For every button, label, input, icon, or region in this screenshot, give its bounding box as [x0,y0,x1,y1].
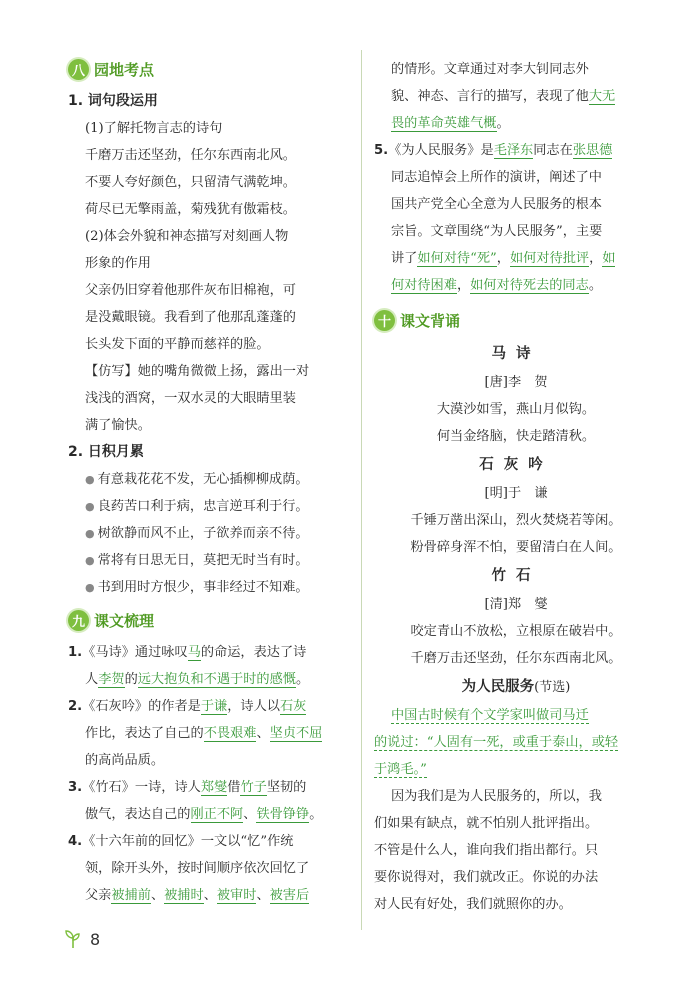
essay-note: (节选) [534,680,571,695]
poem-1-author: [唐]李 贺 [484,375,548,390]
sec9-item-3-line-2: 傲气，表达自己的刚正不阿、铁骨铮铮。 [85,807,323,822]
poem-3-title: 竹石 [491,568,541,584]
sec9-item-4-line-2: 领，除开头外，按时间顺序依次回忆了 [85,861,310,876]
q1-title: 1. 词句段运用 [68,93,158,109]
sec9-item-3-line-1: 3.《竹石》一诗，诗人郑燮借竹子坚韧的 [68,780,307,795]
page-footer [62,928,100,950]
poem-2-line-2: 粉骨碎身浑不怕，要留清白在人间。 [410,540,622,555]
bullet-icon: ● [85,581,95,594]
q2-title: 2. 日积月累 [68,444,144,460]
poem-2-title: 石灰吟 [479,457,553,473]
left-column [68,56,348,909]
bullet-icon: ● [85,500,95,513]
poem-2-line-1: 千锤万凿出深山，烈火焚烧若等闲。 [410,513,622,528]
q2-item-2: ● 良药苦口利于病，忠言逆耳利于行。 [85,499,309,514]
section-10-title: 课文背诵 [400,311,461,330]
p2-line-1: 父亲仍旧穿着他那件灰布旧棉袍，可 [85,283,296,298]
essay-line-5: 对人民有好处，我们就照你的办。 [374,897,572,912]
poem-2-author: [明]于 谦 [484,486,548,501]
essay-green-line-3: 于鸿毛。” [374,762,427,777]
section-8-title: 园地考点 [94,60,155,79]
section-9-header [68,607,348,633]
section-9-badge: 九 [68,610,89,631]
sec9-item-4-line-3: 父亲被捕前、被捕时、被审时、被害后 [85,888,310,903]
sec9-item-5-line-4: 宗旨。文章围绕“为人民服务”，主要 [391,224,603,239]
right-column [374,56,658,918]
essay-title-row [374,672,658,702]
p2-title-a: (2)体会外貌和神态描写对刻画人物 [85,229,289,244]
p1-line-2: 不要人夸好颜色，只留清气满乾坤。 [85,175,296,190]
essay-line-4: 要你说得对，我们就改正。你说的办法 [374,870,599,885]
poem-1-line-2: 何当金络脑，快走踏清秋。 [436,429,596,444]
section-10-badge: 十 [374,310,395,331]
p1-title: (1)了解托物言志的诗句 [85,121,223,136]
bullet-icon: ● [85,554,95,567]
sec9-item-2-line-2: 作比，表达了自己的不畏艰难、坚贞不屈 [85,726,323,741]
p2-line-3: 长头发下面的平静而慈祥的脸。 [85,337,270,352]
poem-1-line-1: 大漠沙如雪，燕山月似钩。 [436,402,596,417]
item-4-cont-line-2: 貌、神态、言行的描写，表现了他大无 [391,89,616,104]
essay-green-line-2: 的说过：“人固有一死，或重于泰山，或轻 [374,735,619,750]
sec9-item-4-line-1: 4.《十六年前的回忆》一文以“忆”作统 [68,834,294,849]
essay-green-line-1: 中国古时候有个文学家叫做司马迁 [391,708,589,723]
poem-3-line-1: 咬定青山不放松，立根原在破岩中。 [410,624,622,639]
sec9-item-5-line-1: 5.《为人民服务》是毛泽东同志在张思德 [374,143,613,158]
section-8-badge: 八 [68,59,89,80]
sec9-item-1-line-1: 1.《马诗》通过咏叹马的命运，表达了诗 [68,645,307,660]
section-9-title: 课文梳理 [94,611,155,630]
essay-title: 为人民服务 [461,679,535,695]
essay-line-1: 因为我们是为人民服务的，所以，我 [391,789,602,804]
q2-item-4: ● 常将有日思无日，莫把无时当有时。 [85,553,309,568]
bullet-icon: ● [85,527,95,540]
bullet-icon: ● [85,473,95,486]
p1-line-1: 千磨万击还坚劲，任尔东西南北风。 [85,148,296,163]
q2-item-3: ● 树欲静而风不止，子欲养而亲不待。 [85,526,309,541]
item-4-cont-line-1: 的情形。文章通过对李大钊同志外 [391,62,589,77]
sec9-item-5-line-3: 国共产党全心全意为人民服务的根本 [391,197,602,212]
p2-line-2: 是没戴眼镜。我看到了他那乱蓬蓬的 [85,310,296,325]
section-8-header [68,56,348,82]
p2-title-b: 形象的作用 [85,256,151,271]
imitation-line-2: 浅浅的酒窝，一双水灵的大眼睛里装 [85,391,296,406]
sec9-item-5-line-6: 何对待困难，如何对待死去的同志。 [391,278,602,293]
imitation-line-1: 【仿写】她的嘴角微微上扬，露出一对 [85,364,310,379]
column-divider [361,50,362,930]
poem-3-author: [清]郑 燮 [484,597,548,612]
sprout-icon [62,928,84,950]
poem-3-line-2: 千磨万击还坚劲，任尔东西南北风。 [410,651,622,666]
sec9-item-5-line-5: 讲了如何对待“死”，如何对待批评，如 [391,251,616,266]
sec9-item-2-line-3: 的高尚品质。 [85,753,165,768]
section-10-header [374,307,658,333]
poem-1-title: 马诗 [491,346,541,362]
sec9-item-2-line-1: 2.《石灰吟》的作者是于谦，诗人以石灰 [68,699,307,714]
q2-item-5: ● 书到用时方恨少，事非经过不知难。 [85,580,309,595]
sec9-item-1-line-2: 人李贺的远大抱负和不遇于时的感慨。 [85,672,310,687]
sec9-item-5-line-2: 同志追悼会上所作的演讲，阐述了中 [391,170,602,185]
essay-line-2: 们如果有缺点，就不怕别人批评指出。 [374,816,599,831]
page-number: 8 [90,929,101,949]
imitation-line-3: 满了愉快。 [85,418,151,433]
q2-item-1: ● 有意栽花花不发，无心插柳柳成荫。 [85,472,309,487]
essay-line-3: 不管是什么人，谁向我们指出都行。只 [374,843,599,858]
p1-line-3: 荷尽已无擎雨盖，菊残犹有傲霜枝。 [85,202,296,217]
item-4-cont-line-3: 畏的革命英雄气概。 [391,116,510,131]
